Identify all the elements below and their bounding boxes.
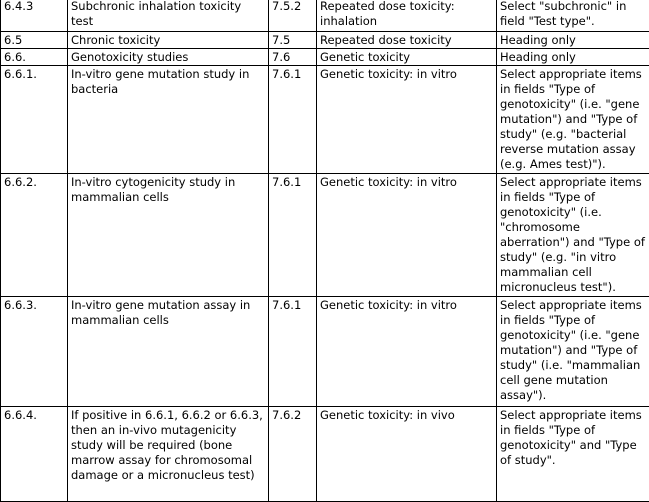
study-name-cell: Genotoxicity studies	[68, 49, 269, 66]
reference-section-cell: Repeated dose toxicity	[317, 32, 497, 49]
reference-number-cell: 7.6.1	[269, 174, 317, 297]
table-row	[1, 32, 649, 49]
reference-number-cell: 7.6.1	[269, 66, 317, 174]
section-number-cell: 6.6.	[1, 49, 68, 66]
study-name-cell: In-vitro gene mutation assay in mammalian cells	[68, 297, 269, 407]
study-name-cell: If positive in 6.6.1, 6.6.2 or 6.6.3, then an in-vivo mutagenicity study will be required (bone marrow assay for chromosomal damage or a micronucleus test)	[68, 407, 269, 502]
section-number-cell: 6.6.3.	[1, 297, 68, 407]
reference-number-cell: 7.5	[269, 32, 317, 49]
table-row	[1, 297, 649, 407]
reference-number-cell: 7.6	[269, 49, 317, 66]
reference-number-cell: 7.5.2	[269, 0, 317, 32]
reference-number-cell: 7.6.2	[269, 407, 317, 502]
table-row	[1, 49, 649, 66]
section-number-cell: 6.6.2.	[1, 174, 68, 297]
reference-section-cell: Repeated dose toxicity: inhalation	[317, 0, 497, 32]
reference-section-cell: Genetic toxicity: in vitro	[317, 66, 497, 174]
reference-section-cell: Genetic toxicity	[317, 49, 497, 66]
study-name-cell: In-vitro cytogenicity study in mammalian cells	[68, 174, 269, 297]
instruction-cell: Select appropriate items in fields "Type of genotoxicity" (i.e. "chromosome aberration") and "Type of study" (e.g. "in vitro mammalian cell micronucleus test").	[497, 174, 649, 297]
reference-section-cell: Genetic toxicity: in vivo	[317, 407, 497, 502]
section-number-cell: 6.4.3	[1, 0, 68, 32]
table-row	[1, 407, 649, 502]
study-name-cell: In-vitro gene mutation study in bacteria	[68, 66, 269, 174]
table-row	[1, 174, 649, 297]
instruction-cell: Select "subchronic" in field "Test type".	[497, 0, 649, 32]
table-row	[1, 66, 649, 174]
study-name-cell: Subchronic inhalation toxicity test	[68, 0, 269, 32]
section-number-cell: 6.5	[1, 32, 68, 49]
instruction-cell: Select appropriate items in fields "Type of genotoxicity" (i.e. "gene mutation") and "Type of study" (i.e. "mammalian cell gene mutation assay").	[497, 297, 649, 407]
section-number-cell: 6.6.1.	[1, 66, 68, 174]
instruction-cell: Heading only	[497, 32, 649, 49]
reference-section-cell: Genetic toxicity: in vitro	[317, 297, 497, 407]
section-number-cell: 6.6.4.	[1, 407, 68, 502]
study-name-cell: Chronic toxicity	[68, 32, 269, 49]
instruction-cell: Select appropriate items in fields "Type of genotoxicity" and "Type of study".	[497, 407, 649, 502]
reference-section-cell: Genetic toxicity: in vitro	[317, 174, 497, 297]
reference-number-cell: 7.6.1	[269, 297, 317, 407]
table-row	[1, 0, 649, 32]
instruction-cell: Select appropriate items in fields "Type of genotoxicity" (i.e. "gene mutation") and "Type of study" (e.g. "bacterial reverse mutation assay (e.g. Ames test)").	[497, 66, 649, 174]
instruction-cell: Heading only	[497, 49, 649, 66]
